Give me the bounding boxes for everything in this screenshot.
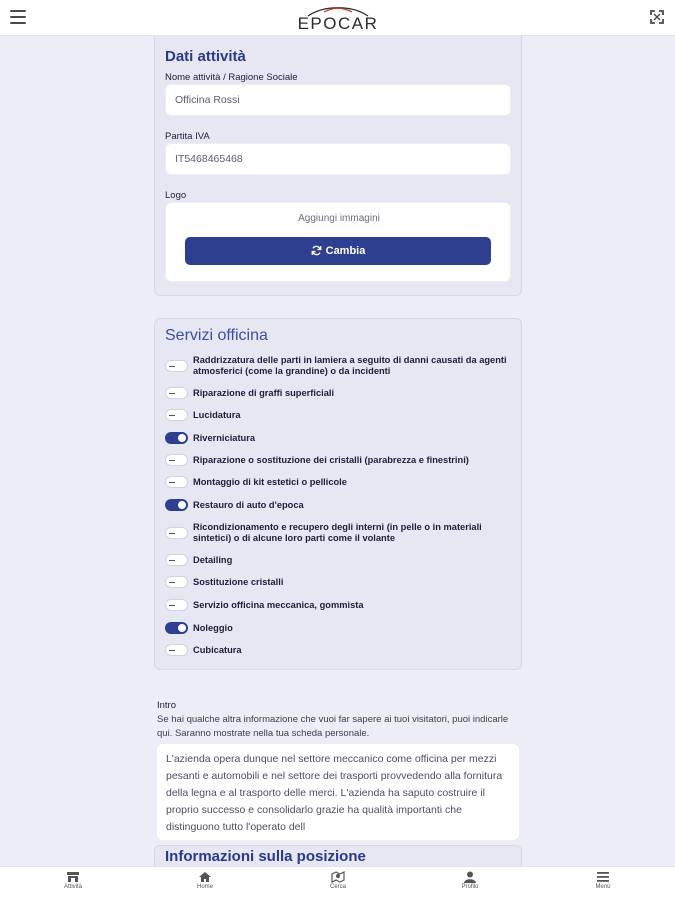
intro-help-text: Se hai qualche altra informazione che vuoi far sapere ai tuoi visitatori, puoi indicarle qui. Saranno mostrate nella tua scheda personale. bbox=[157, 714, 509, 739]
nav-item-cerca[interactable] bbox=[298, 871, 378, 890]
service-toggle[interactable] bbox=[165, 409, 188, 421]
service-label: Ricondizionamento e recupero degli interni (in pelle o in materiali sintetici) o di alcune loro parti come il volante bbox=[193, 522, 482, 543]
fullscreen-icon[interactable] bbox=[650, 10, 664, 24]
service-label: Riparazione di graffi superficiali bbox=[193, 388, 335, 398]
service-label: Cubicatura bbox=[193, 645, 242, 655]
service-label: Restauro di auto d'epoca bbox=[193, 500, 304, 510]
change-logo-button[interactable] bbox=[185, 237, 491, 265]
business-data-title: Dati attività bbox=[165, 48, 246, 65]
nav-item-home[interactable] bbox=[165, 871, 245, 890]
user-icon bbox=[463, 871, 477, 883]
top-bar bbox=[0, 0, 675, 36]
home-icon bbox=[198, 871, 212, 883]
business-data-card bbox=[154, 36, 522, 296]
service-toggle[interactable] bbox=[165, 454, 188, 466]
nav-item-attivita[interactable] bbox=[33, 871, 113, 890]
brand-name: EPOCAR bbox=[297, 14, 379, 33]
intro-title: Intro bbox=[157, 700, 177, 711]
shop-icon bbox=[66, 871, 80, 883]
service-label: Riverniciatura bbox=[193, 433, 256, 443]
service-toggle[interactable] bbox=[165, 499, 188, 511]
add-images-placeholder[interactable]: Aggiungi immagini bbox=[298, 213, 380, 224]
service-label: Detailing bbox=[193, 555, 233, 565]
service-toggle[interactable] bbox=[165, 554, 188, 566]
nav-label: Home bbox=[196, 884, 213, 890]
nav-item-menu[interactable] bbox=[563, 871, 643, 890]
vat-field[interactable]: IT5468465468 bbox=[165, 143, 511, 175]
nav-label: Cerca bbox=[329, 884, 346, 890]
service-toggle[interactable] bbox=[165, 360, 188, 372]
service-toggle[interactable] bbox=[165, 644, 188, 656]
service-label: Sostituzione cristalli bbox=[193, 577, 284, 587]
logo-label: Logo bbox=[165, 190, 187, 201]
service-toggle[interactable] bbox=[165, 527, 188, 539]
logo-upload-box[interactable] bbox=[165, 202, 511, 282]
menu-icon bbox=[596, 871, 610, 883]
service-label: Noleggio bbox=[193, 623, 233, 633]
services-title: Servizi officina bbox=[165, 327, 268, 344]
nav-label: Menù bbox=[595, 884, 611, 890]
change-logo-label: Cambia bbox=[325, 245, 366, 257]
service-toggle[interactable] bbox=[165, 622, 188, 634]
service-label: Montaggio di kit estetici o pellicole bbox=[193, 477, 347, 487]
refresh-icon bbox=[311, 245, 322, 256]
service-label: Lucidatura bbox=[193, 410, 241, 420]
brand-logo[interactable] bbox=[290, 4, 386, 34]
business-name-label: Nome attività / Ragione Sociale bbox=[165, 72, 298, 83]
service-toggle[interactable] bbox=[165, 476, 188, 488]
nav-label: Attività bbox=[63, 884, 82, 890]
hamburger-icon[interactable] bbox=[10, 10, 26, 24]
intro-textarea[interactable]: L'azienda opera dunque nel settore meccanico come officina per mezzi pesanti e automobili e nel settore dei trasporti provvedendo alla fornitura della legna e al trasporto delle merci. L'azienda ha saputo costruire il proprio successo e consolidarlo grazie ha qualità importanti che distinguono tutto l'operato dell bbox=[157, 744, 519, 840]
service-toggle[interactable] bbox=[165, 576, 188, 588]
business-name-field[interactable]: Officina Rossi bbox=[165, 84, 511, 116]
service-toggle[interactable] bbox=[165, 387, 188, 399]
nav-item-profilo[interactable] bbox=[430, 871, 510, 890]
map-search-icon bbox=[331, 871, 345, 883]
nav-label: Profilo bbox=[461, 884, 479, 890]
service-toggle[interactable] bbox=[165, 599, 188, 611]
service-label: Servizio officina meccanica, gommista bbox=[193, 600, 364, 610]
service-toggle[interactable] bbox=[165, 432, 188, 444]
services-card bbox=[154, 318, 522, 670]
bottom-nav bbox=[0, 866, 675, 900]
service-label: Raddrizzatura delle parti in lamiera a seguito di danni causati da agenti atmosferici (come la grandine) o da incidenti bbox=[193, 355, 507, 376]
vat-label: Partita IVA bbox=[165, 131, 210, 142]
service-label: Riparazione o sostituzione dei cristalli (parabrezza e finestrini) bbox=[193, 455, 469, 465]
location-title: Informazioni sulla posizione bbox=[165, 848, 366, 865]
